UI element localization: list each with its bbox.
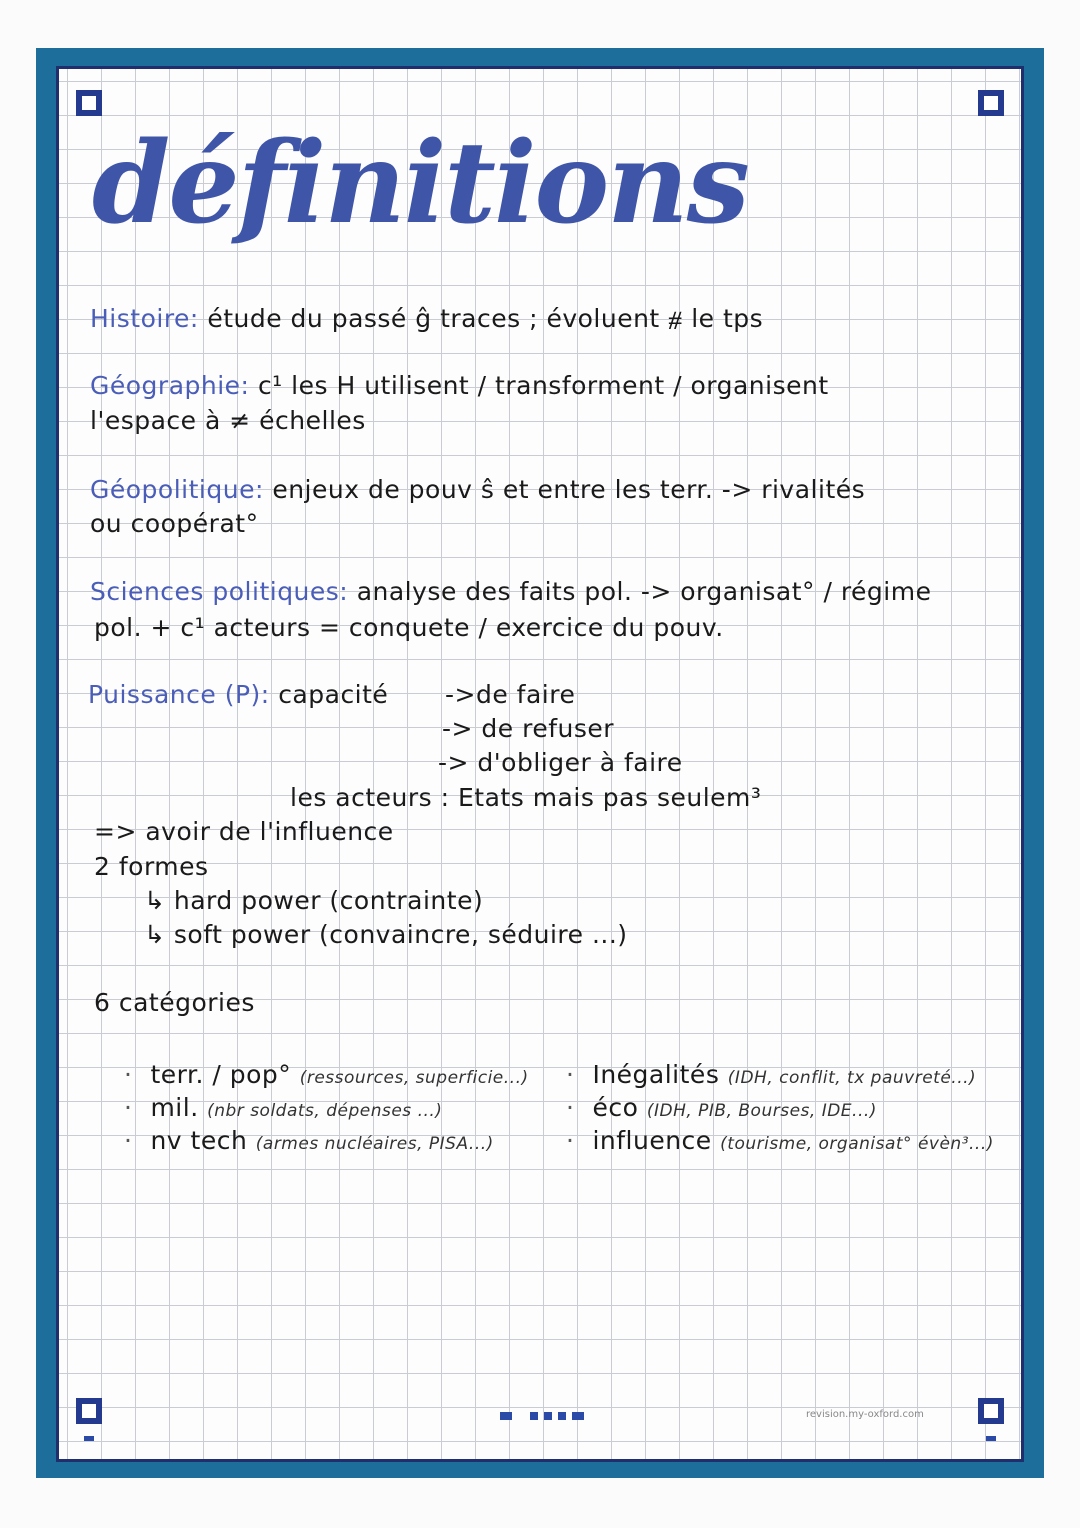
category-name: terr. / pop°: [150, 1060, 292, 1089]
corner-marker-icon: [978, 1398, 1004, 1424]
category-name: influence: [592, 1126, 712, 1155]
definition-sciences-politiques: [90, 577, 931, 606]
definition-label: Géographie:: [90, 371, 250, 400]
capacite-text: capacité: [278, 680, 389, 709]
definition-text-continued: ou coopérat°: [90, 509, 259, 538]
definition-text: c¹ les H utilisent / transforment / organisent: [257, 371, 829, 400]
definition-text: enjeux de pouv ŝ et entre les terr. -> rivalités: [272, 475, 866, 504]
definition-geographie: [90, 371, 829, 400]
definition-text-continued: l'espace à ≠ échelles: [90, 406, 366, 435]
definition-geopolitique: [90, 475, 865, 504]
puissance-arrow-item: -> d'obliger à faire: [438, 748, 683, 777]
category-name: éco: [592, 1093, 639, 1122]
puissance-heading: [88, 680, 388, 709]
definition-label: Puissance (P):: [88, 680, 270, 709]
corner-marker-icon: [76, 90, 102, 116]
forme-item: ↳ hard power (contrainte): [144, 886, 484, 915]
category-item: · terr. / pop° (ressources, superficie...): [124, 1060, 529, 1089]
category-detail: (ressources, superficie...): [299, 1068, 529, 1088]
definition-label: Sciences politiques:: [90, 577, 349, 606]
definition-histoire: [90, 304, 763, 334]
acteurs-text: les acteurs : Etats mais pas seulem³: [290, 783, 762, 812]
forme-item: ↳ soft power (convaincre, séduire ...): [144, 920, 628, 949]
category-detail: (tourisme, organisat° évèn³...): [720, 1134, 994, 1154]
corner-marker-icon: [76, 1398, 102, 1424]
category-name: nv tech: [150, 1126, 248, 1155]
category-item: · influence (tourisme, organisat° évèn³...): [566, 1126, 994, 1155]
definition-text-continued: pol. + c¹ acteurs = conquete / exercice du pouv.: [94, 613, 724, 642]
category-name: mil.: [150, 1093, 199, 1122]
category-item: · éco (IDH, PIB, Bourses, IDE...): [566, 1093, 877, 1122]
categories-title: 6 catégories: [94, 988, 255, 1017]
formes-title: 2 formes: [94, 852, 209, 881]
category-item: · nv tech (armes nucléaires, PISA...): [124, 1126, 494, 1155]
corner-tick-icon: [986, 1436, 996, 1441]
page-title: définitions: [92, 118, 748, 249]
definition-label: Histoire:: [90, 304, 199, 333]
definition-text: analyse des faits pol. -> organisat° / régime: [356, 577, 932, 606]
category-detail: (IDH, conflit, tx pauvreté...): [727, 1068, 977, 1088]
definition-label: Géopolitique:: [90, 475, 264, 504]
category-item: · mil. (nbr soldats, dépenses ...): [124, 1093, 443, 1122]
scan-marker-icon: [500, 1412, 596, 1420]
category-item: · Inégalités (IDH, conflit, tx pauvreté...): [566, 1060, 977, 1089]
puissance-arrow-item: -> de refuser: [442, 714, 615, 743]
footer-url: revision.my-oxford.com: [806, 1409, 924, 1420]
corner-tick-icon: [84, 1436, 94, 1441]
category-detail: (armes nucléaires, PISA...): [255, 1134, 494, 1154]
category-detail: (nbr soldats, dépenses ...): [207, 1101, 443, 1121]
corner-marker-icon: [978, 90, 1004, 116]
puissance-arrow-item: ->de faire: [445, 680, 576, 709]
category-detail: (IDH, PIB, Bourses, IDE...): [646, 1101, 877, 1121]
definition-text: étude du passé ĝ traces ; évoluent ⧣ le tps: [207, 304, 764, 333]
influence-text: => avoir de l'influence: [94, 817, 394, 846]
category-name: Inégalités: [592, 1060, 720, 1089]
